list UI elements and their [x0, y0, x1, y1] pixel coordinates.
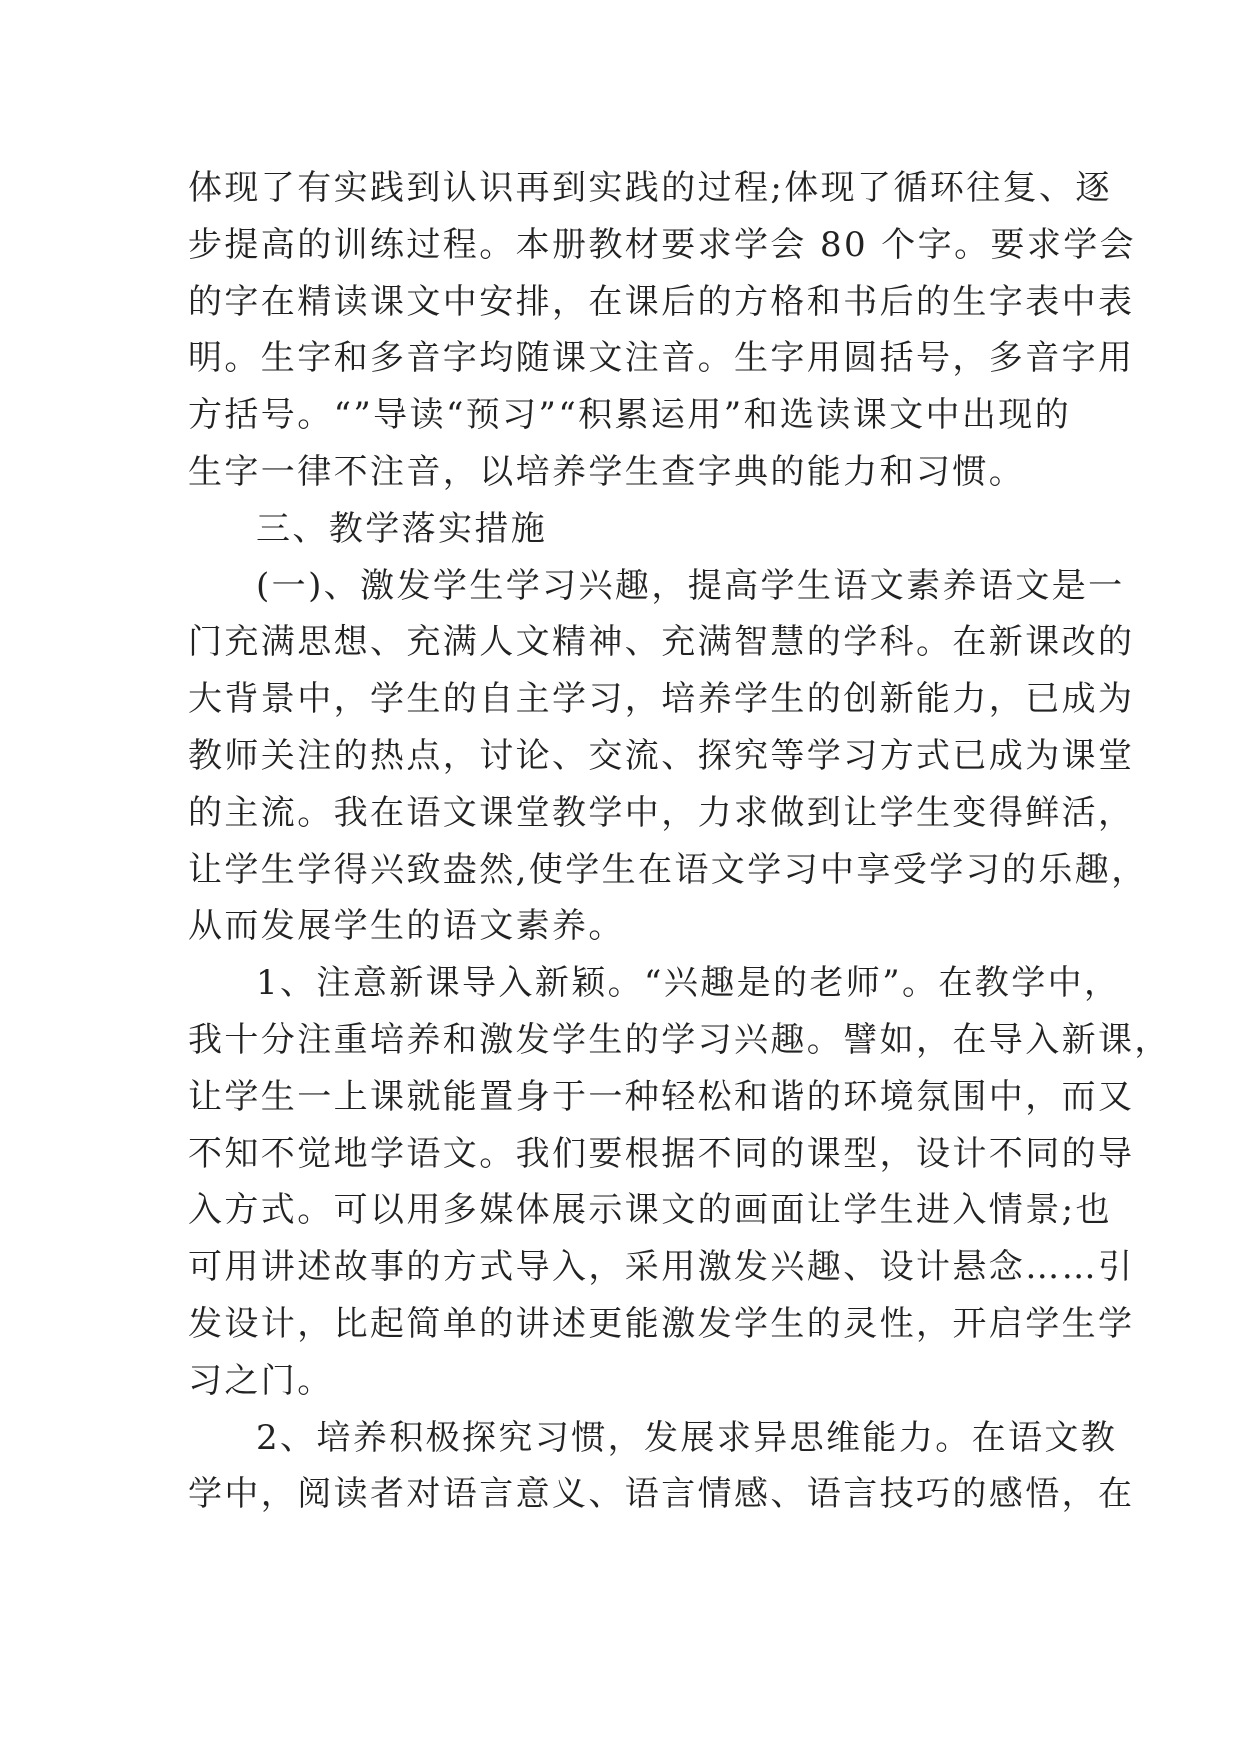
text-line: 2、培养积极探究习惯，发展求异思维能力。在语文教: [256, 1417, 1118, 1458]
text-line: 让学生一上课就能置身于一种轻松和谐的环境氛围中，而又: [188, 1076, 1135, 1117]
text-line: 明。生字和多音字均随课文注音。生字用圆括号，多音字用: [188, 338, 1135, 379]
text-line: 大背景中，学生的自主学习，培养学生的创新能力，已成为: [188, 679, 1135, 720]
text-line: 方括号。“”导读“预习”“积累运用”和选读课文中出现的: [188, 395, 1072, 436]
text-line: 1、注意新课导入新颖。“兴趣是的老师”。在教学中，: [256, 963, 1121, 1004]
text-line: 学中，阅读者对语言意义、语言情感、语言技巧的感悟，在: [188, 1474, 1135, 1515]
text-line: 生字一律不注音，以培养学生查字典的能力和习惯。: [188, 451, 1026, 492]
text-line: 习之门。: [188, 1360, 334, 1401]
text-line: 发设计，比起简单的讲述更能激发学生的灵性，开启学生学: [188, 1303, 1135, 1344]
text-line: 门充满思想、充满人文精神、充满智慧的学科。在新课改的: [188, 622, 1135, 663]
text-line: 让学生学得兴致盎然,使学生在语文学习中享受学习的乐趣，: [188, 849, 1148, 890]
text-line: 步提高的训练过程。本册教材要求学会 80 个字。要求学会: [188, 224, 1137, 265]
text-line: 的字在精读课文中安排，在课后的方格和书后的生字表中表: [188, 281, 1135, 322]
text-line: 体现了有实践到认识再到实践的过程;体现了循环往复、逐: [188, 168, 1112, 208]
text-line: 从而发展学生的语文素养。: [188, 906, 625, 947]
text-line: 可用讲述故事的方式导入，采用激发兴趣、设计悬念……引: [188, 1247, 1135, 1288]
text-line: 不知不觉地学语文。我们要根据不同的课型，设计不同的导: [188, 1133, 1135, 1174]
text-line: 教师关注的热点，讨论、交流、探究等学习方式已成为课堂: [188, 735, 1135, 776]
text-line: 我十分注重培养和激发学生的学习兴趣。譬如，在导入新课，: [188, 1019, 1171, 1060]
text-line: (一)、激发学生学习兴趣，提高学生语文素养语文是一: [256, 565, 1125, 606]
document-body: [188, 160, 1171, 1523]
text-line: 入方式。可以用多媒体展示课文的画面让学生进入情景;也: [188, 1190, 1112, 1231]
text-line: 的主流。我在语文课堂教学中，力求做到让学生变得鲜活，: [188, 792, 1135, 833]
section-heading: 三、教学落实措施: [256, 508, 548, 549]
